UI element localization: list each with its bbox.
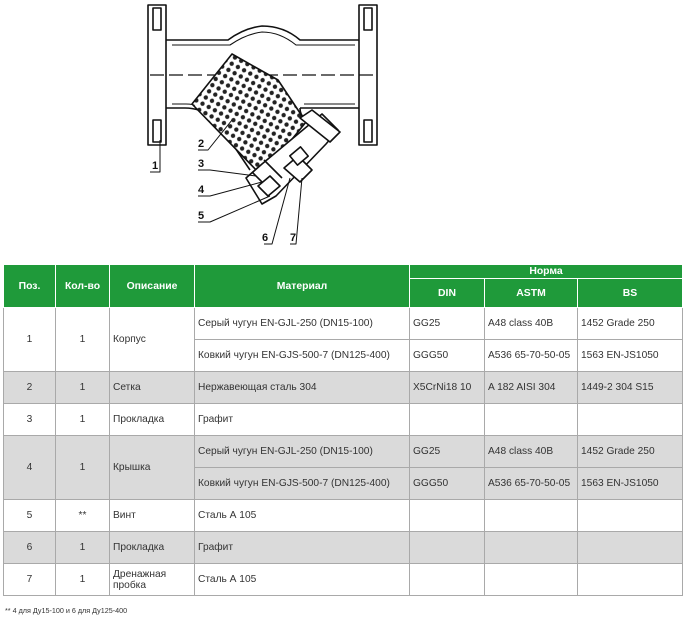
cell-pos: 5 xyxy=(4,500,56,532)
cell-bs xyxy=(578,532,683,564)
cell-desc: Корпус xyxy=(110,308,195,372)
cell-bs: 1449-2 304 S15 xyxy=(578,372,683,404)
cell-material: Серый чугун EN-GJL-250 (DN15-100) xyxy=(195,308,410,340)
callout-1: 1 xyxy=(152,160,159,172)
cell-bs: 1452 Grade 250 xyxy=(578,436,683,468)
cell-material: Серый чугун EN-GJL-250 (DN15-100) xyxy=(195,436,410,468)
cell-material: Графит xyxy=(195,532,410,564)
cell-desc: Винт xyxy=(110,500,195,532)
callout-3: 3 xyxy=(198,158,205,170)
cell-astm xyxy=(485,532,578,564)
cell-din xyxy=(410,500,485,532)
table-row xyxy=(4,436,683,468)
cell-astm xyxy=(485,500,578,532)
cell-bs: 1563 EN-JS1050 xyxy=(578,468,683,500)
cell-bs: 1563 EN-JS1050 xyxy=(578,340,683,372)
header-desc: Описание xyxy=(110,265,195,308)
cell-din: GGG50 xyxy=(410,340,485,372)
cell-astm xyxy=(485,404,578,436)
cell-qty: 1 xyxy=(56,372,110,404)
table-row xyxy=(4,372,683,404)
table-row xyxy=(4,500,683,532)
cell-din: GG25 xyxy=(410,436,485,468)
cell-pos: 1 xyxy=(4,308,56,372)
cell-desc: Дренажная пробка xyxy=(110,564,195,596)
cell-pos: 3 xyxy=(4,404,56,436)
cell-material: Сталь А 105 xyxy=(195,500,410,532)
header-norm: Норма xyxy=(410,265,683,279)
cell-din: X5CrNi18 10 xyxy=(410,372,485,404)
materials-table xyxy=(3,264,683,596)
cell-qty: 1 xyxy=(56,308,110,372)
cell-pos: 6 xyxy=(4,532,56,564)
header-material: Материал xyxy=(195,265,410,308)
header-pos: Поз. xyxy=(4,265,56,308)
header-bs: BS xyxy=(578,279,683,308)
cell-desc: Прокладка xyxy=(110,532,195,564)
cell-din: GGG50 xyxy=(410,468,485,500)
cell-pos: 2 xyxy=(4,372,56,404)
header-astm: ASTM xyxy=(485,279,578,308)
cell-pos: 4 xyxy=(4,436,56,500)
cell-desc: Крышка xyxy=(110,436,195,500)
strainer-drawing xyxy=(0,0,684,262)
callout-4: 4 xyxy=(198,184,205,196)
cell-qty: 1 xyxy=(56,404,110,436)
cell-desc: Сетка xyxy=(110,372,195,404)
table-row xyxy=(4,532,683,564)
cell-bs xyxy=(578,564,683,596)
table-row xyxy=(4,564,683,596)
cell-material: Графит xyxy=(195,404,410,436)
cell-astm xyxy=(485,564,578,596)
cell-qty: 1 xyxy=(56,532,110,564)
cell-bs xyxy=(578,404,683,436)
cell-astm: A 182 AISI 304 xyxy=(485,372,578,404)
cell-qty: 1 xyxy=(56,436,110,500)
callout-5: 5 xyxy=(198,210,205,222)
cell-din: GG25 xyxy=(410,308,485,340)
cell-material: Ковкий чугун EN-GJS-500-7 (DN125-400) xyxy=(195,468,410,500)
callout-7: 7 xyxy=(290,232,297,244)
cell-din xyxy=(410,404,485,436)
cell-material: Ковкий чугун EN-GJS-500-7 (DN125-400) xyxy=(195,340,410,372)
table-row xyxy=(4,308,683,340)
callout-2: 2 xyxy=(198,138,205,150)
header-din: DIN xyxy=(410,279,485,308)
header-qty: Кол-во xyxy=(56,265,110,308)
cell-qty: ** xyxy=(56,500,110,532)
cell-qty: 1 xyxy=(56,564,110,596)
cell-pos: 7 xyxy=(4,564,56,596)
cell-material: Нержавеющая сталь 304 xyxy=(195,372,410,404)
cell-astm: A536 65-70-50-05 xyxy=(485,340,578,372)
cell-bs xyxy=(578,500,683,532)
table-row xyxy=(4,404,683,436)
cell-astm: A48 class 40B xyxy=(485,308,578,340)
cell-astm: A536 65-70-50-05 xyxy=(485,468,578,500)
callout-6: 6 xyxy=(262,232,269,244)
cell-din xyxy=(410,532,485,564)
cell-astm: A48 class 40B xyxy=(485,436,578,468)
cell-material: Сталь А 105 xyxy=(195,564,410,596)
cell-din xyxy=(410,564,485,596)
footnote: ** 4 для Ду15-100 и 6 для Ду125-400 xyxy=(5,606,128,615)
cell-bs: 1452 Grade 250 xyxy=(578,308,683,340)
cell-desc: Прокладка xyxy=(110,404,195,436)
